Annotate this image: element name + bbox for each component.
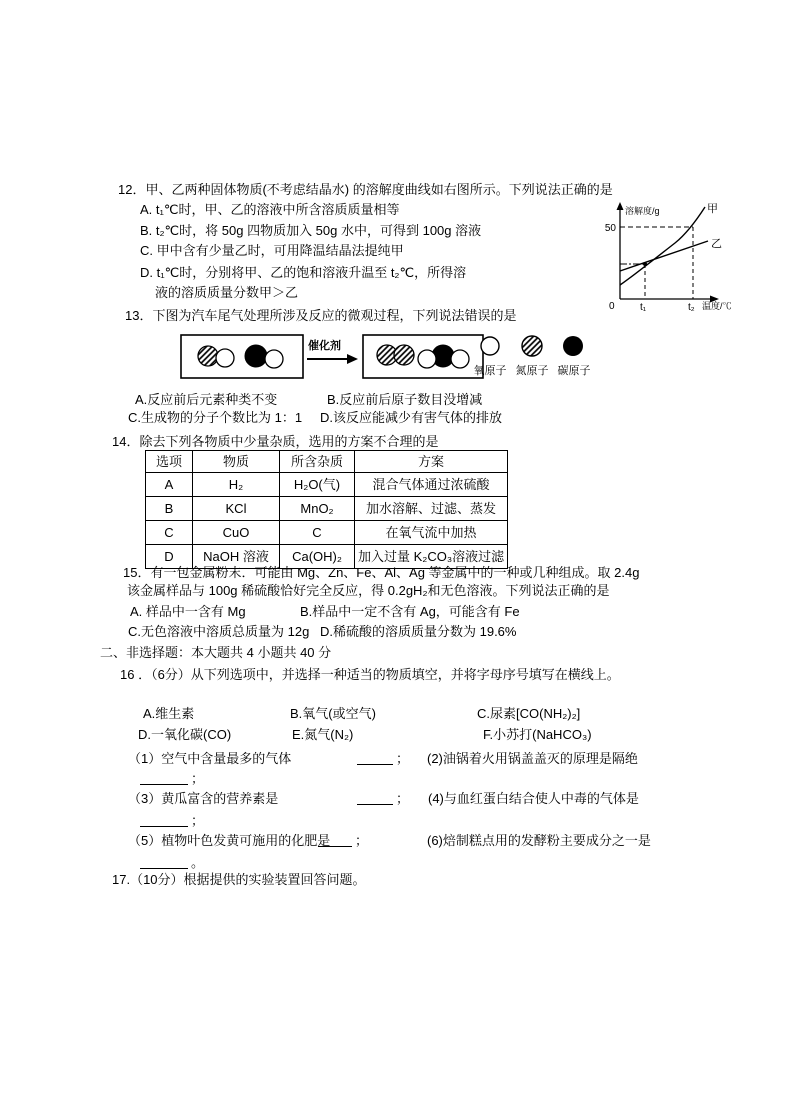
- table-cell: MnO₂: [280, 497, 355, 521]
- table-header: 所含杂质: [280, 451, 355, 473]
- intersection-point: [643, 262, 647, 266]
- legend-carbon: 碳原子: [557, 365, 591, 377]
- q12-stem: 12．甲、乙两种固体物质(不考虑结晶水) 的溶解度曲线如右图所示。下列说法正确的是: [118, 182, 613, 197]
- q16-choice-d: D.一氧化碳(CO): [138, 727, 232, 742]
- q13-stem: 13．下图为汽车尾气处理所涉及反应的微观过程，下列说法错误的是: [125, 308, 517, 323]
- q12-option-d: D. t₁℃时，分别将甲、乙的饱和溶液升温至 t₂℃，所得溶: [140, 265, 467, 280]
- q12-option-a: A. t₁℃时，甲、乙的溶液中所含溶质质量相等: [140, 202, 400, 217]
- y-axis-arrow-icon: [617, 202, 624, 210]
- q16-blank6-field: [140, 855, 188, 869]
- curve-yi: [620, 241, 708, 271]
- table-cell: 混合气体通过浓硫酸: [355, 473, 508, 497]
- q16-punct: 。: [191, 855, 205, 870]
- solubility-graph: [595, 199, 790, 313]
- q17-stem: 17.（10分）根据提供的实验装置回答问题。: [112, 872, 366, 887]
- table-header: 方案: [355, 451, 508, 473]
- q16-choice-b: B.氧气(或空气): [290, 706, 376, 721]
- q16-blank6-label: (6)焙制糕点用的发酵粉主要成分之一是: [427, 833, 651, 848]
- oxygen-atom-icon: [481, 337, 499, 355]
- table-cell: C: [280, 521, 355, 545]
- table-cell: A: [146, 473, 193, 497]
- q16-blank4-label: (4)与血红蛋白结合使人中毒的气体是: [428, 791, 639, 806]
- q16-choice-a: A.维生素: [143, 706, 195, 721]
- table-cell: H₂: [193, 473, 280, 497]
- oxygen-atom: [451, 350, 469, 368]
- table-cell: 加水溶解、过滤、蒸发: [355, 497, 508, 521]
- q15-stem-line2: 该金属样品与 100g 稀硫酸恰好完全反应，得 0.2gH₂和无色溶液。下列说法正确的是: [127, 583, 610, 598]
- impurity-table: [145, 450, 508, 569]
- q12-option-d-cont: 液的溶质质量分数甲＞乙: [155, 285, 299, 300]
- q15-option-a: A. 样品中一含有 Mg: [130, 604, 246, 619]
- q16-stem: 16 ．（6分）从下列选项中，并选择一种适当的物质填空，并将字母序号填写在横线上。: [120, 667, 620, 682]
- table-header-row: [146, 451, 508, 473]
- section-heading: 二、非选择题：本大题共 4 小题共 40 分: [100, 645, 332, 660]
- graph-ytick-50: 50: [604, 223, 616, 234]
- q12-option-b: B. t₂℃时，将 50g 四物质加入 50g 水中，可得到 100g 溶液: [140, 223, 482, 238]
- table-cell: D: [146, 545, 193, 569]
- table-cell: Ca(OH)₂: [280, 545, 355, 569]
- q16-blank2-label: (2)油锅着火用锅盖盖灭的原理是隔绝: [427, 751, 638, 766]
- q16-punct: ；: [191, 813, 205, 828]
- table-cell: 加入过量 K₂CO₃溶液过滤: [355, 545, 508, 569]
- q16-punct: ；: [396, 791, 410, 806]
- q16-blank3-field: [357, 791, 393, 805]
- q13-option-a: A.反应前后元素种类不变: [135, 392, 278, 407]
- table-row: [146, 473, 508, 497]
- graph-curve2-label: 乙: [711, 238, 722, 250]
- q16-blank4-field: [140, 813, 188, 827]
- q16-blank5-field: [318, 833, 352, 847]
- q16-blank5-label: （5）植物叶色发黄可施用的化肥是: [128, 833, 331, 848]
- oxygen-atom: [265, 350, 283, 368]
- q13-option-c: C.生成物的分子个数比为 1：1: [128, 410, 303, 425]
- legend-oxygen: 氧原子: [473, 365, 507, 377]
- q13-option-b: B.反应前后原子数目没增减: [327, 392, 483, 407]
- oxygen-atom: [216, 349, 234, 367]
- nitrogen-atom: [198, 346, 218, 366]
- catalyst-label: 催化剂: [308, 340, 341, 352]
- table-row: [146, 497, 508, 521]
- q16-punct: ；: [191, 771, 205, 786]
- q16-blank3-label: （3）黄瓜富含的营养素是: [128, 791, 279, 806]
- q13-option-d: D.该反应能减少有害气体的排放: [320, 410, 503, 425]
- graph-origin: 0: [609, 301, 615, 312]
- q15-option-d: D.稀硫酸的溶质质量分数为 19.6%: [320, 624, 517, 639]
- table-cell: CuO: [193, 521, 280, 545]
- table-cell: B: [146, 497, 193, 521]
- q16-punct: ；: [355, 833, 369, 848]
- table-cell: KCl: [193, 497, 280, 521]
- graph-xlabel: 温度/℃: [702, 301, 732, 311]
- q14-stem: 14．除去下列各物质中少量杂质，选用的方案不合理的是: [112, 434, 439, 449]
- table-cell: 在氧气流中加热: [355, 521, 508, 545]
- carbon-atom: [245, 345, 267, 367]
- q16-choice-f: F.小苏打(NaHCO₃): [483, 727, 592, 742]
- table-cell: H₂O(气): [280, 473, 355, 497]
- graph-ylabel: 溶解度/g: [625, 206, 660, 216]
- nitrogen-atom-icon: [522, 336, 542, 356]
- graph-xtick-t2: t₂: [688, 302, 695, 313]
- carbon-atom-icon: [563, 336, 583, 356]
- reaction-diagram: [180, 332, 610, 384]
- q15-stem-line1: 15．有一包金属粉末．可能由 Mg、Zn、Fe、Al、Ag 等金属中的一种或几种组成。取 2.4g: [123, 565, 640, 580]
- oxygen-atom: [418, 350, 436, 368]
- q16-blank1-field: [357, 751, 393, 765]
- nitrogen-atom: [394, 345, 414, 365]
- graph-xtick-t1: t₁: [640, 302, 647, 313]
- table-cell: C: [146, 521, 193, 545]
- reaction-arrow-head-icon: [347, 354, 358, 364]
- q16-blank2-field: [140, 771, 188, 785]
- q16-punct: ；: [396, 751, 410, 766]
- graph-curve1-label: 甲: [707, 203, 718, 215]
- table-cell: NaOH 溶液: [193, 545, 280, 569]
- q16-choice-c: C.尿素[CO(NH₂)₂]: [477, 706, 581, 721]
- q12-option-c: C. 甲中含有少量乙时，可用降温结晶法提纯甲: [140, 243, 404, 258]
- q16-blank1-label: （1）空气中含量最多的气体: [128, 751, 292, 766]
- table-row: [146, 521, 508, 545]
- table-header: 物质: [193, 451, 280, 473]
- legend-nitrogen: 氮原子: [515, 365, 549, 377]
- q16-choice-e: E.氮气(N₂): [292, 727, 354, 742]
- table-header: 选项: [146, 451, 193, 473]
- q15-option-b: B.样品中一定不含有 Ag，可能含有 Fe: [300, 604, 520, 619]
- q15-option-c: C.无色溶液中溶质总质量为 12g: [128, 624, 310, 639]
